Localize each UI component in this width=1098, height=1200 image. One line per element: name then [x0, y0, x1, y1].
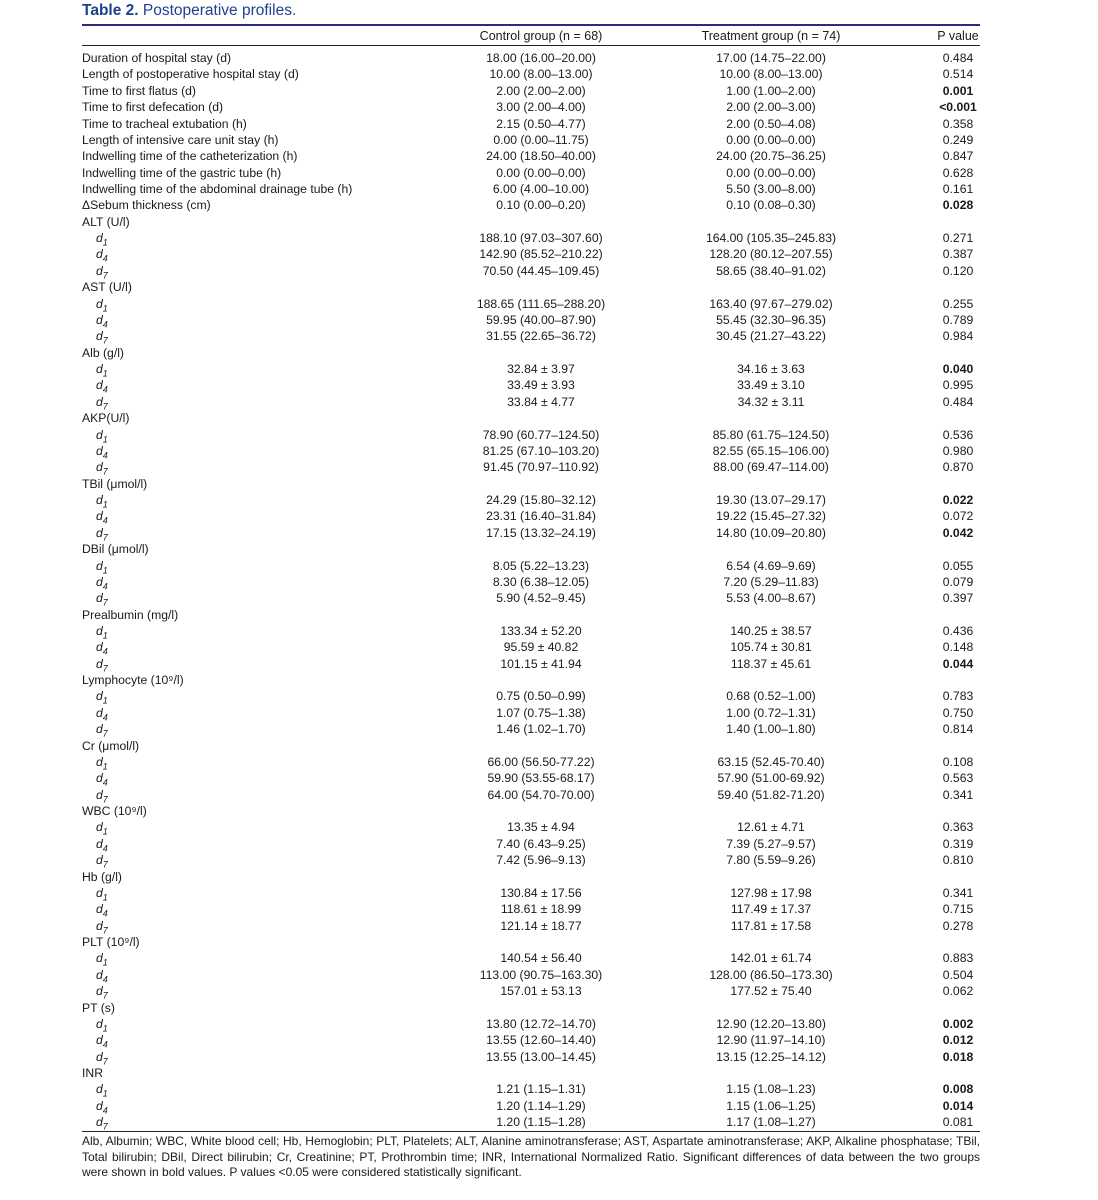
p-value: 0.789 [942, 312, 974, 327]
row-label: $d_1$ [96, 427, 108, 444]
table-row [0, 901, 1098, 917]
control-value: 157.01 ± 53.13 [500, 984, 582, 999]
p-value: 0.484 [942, 394, 974, 409]
row-label: $d_7$ [96, 263, 108, 281]
treatment-value: 34.16 ± 3.63 [737, 362, 805, 376]
row-label: Alb (g/l) [82, 345, 124, 360]
treatment-value: 140.25 ± 38.57 [730, 624, 812, 638]
row-label: Time to first flatus (d) [82, 83, 196, 98]
control-value: 33.84 ± 4.77 [507, 394, 575, 409]
p-value: 0.055 [942, 558, 974, 573]
table-group-row [0, 607, 1098, 623]
table-row [0, 852, 1098, 868]
table-row [0, 459, 1098, 475]
table-row [0, 983, 1098, 999]
row-label: $d_1$ [96, 689, 108, 706]
control-value: 24.00 (18.50–40.00) [486, 149, 596, 164]
header-treatment: Treatment group (n = 74) [701, 29, 841, 43]
treatment-value: 14.80 (10.09–20.80) [716, 525, 826, 540]
control-value: 2.15 (0.50–4.77) [496, 116, 586, 131]
p-value: 0.271 [942, 231, 974, 246]
row-label: Time to tracheal extubation (h) [82, 116, 247, 131]
treatment-value: 1.15 (1.08–1.23) [726, 1082, 816, 1097]
table-row [0, 721, 1098, 737]
control-value: 95.59 ± 40.82 [503, 640, 579, 655]
table-row [0, 165, 1098, 181]
table-row [0, 1098, 1098, 1114]
p-value: 0.062 [942, 984, 974, 999]
treatment-value: 7.80 (5.59–9.26) [726, 853, 816, 868]
row-label: $d_4$ [96, 902, 108, 919]
p-value: 0.319 [942, 836, 974, 851]
table-row [0, 148, 1098, 164]
p-value: 0.563 [942, 771, 974, 786]
row-label: $d_1$ [96, 820, 108, 837]
row-label: $d_1$ [96, 754, 108, 772]
row-label: $d_4$ [96, 1098, 108, 1116]
control-value: 32.84 ± 3.97 [507, 362, 575, 376]
p-value: 0.436 [942, 624, 974, 638]
control-value: 0.00 (0.00–0.00) [496, 165, 586, 180]
control-value: 66.00 (56.50-77.22) [487, 754, 595, 769]
treatment-value: 12.90 (11.97–14.10) [716, 1033, 826, 1048]
control-value: 1.21 (1.15–1.31) [496, 1082, 586, 1097]
treatment-value: 82.55 (65.15–106.00) [712, 443, 830, 458]
row-label: Duration of hospital stay (d) [82, 51, 232, 65]
control-value: 0.00 (0.00–11.75) [493, 132, 589, 147]
table-row [0, 197, 1098, 213]
table-row [0, 66, 1098, 82]
treatment-value: 24.00 (20.75–36.25) [716, 149, 826, 164]
table-row [0, 836, 1098, 852]
treatment-value: 177.52 ± 75.40 [730, 984, 812, 999]
treatment-value: 128.20 (80.12–207.55) [709, 247, 833, 262]
row-label: DBil (μmol/l) [82, 542, 149, 557]
table-row [0, 885, 1098, 901]
table-row [0, 1032, 1098, 1048]
table-group-row [0, 934, 1098, 950]
table-row [0, 443, 1098, 459]
table-row [0, 623, 1098, 639]
row-label: Indwelling time of the abdominal drainage tube (h) [82, 182, 353, 196]
row-label: $d_4$ [96, 312, 108, 330]
treatment-value: 5.53 (4.00–8.67) [726, 591, 816, 606]
table-row [0, 508, 1098, 524]
table-group-row [0, 214, 1098, 230]
treatment-value: 1.17 (1.08–1.27) [726, 1115, 816, 1129]
row-label: $d_7$ [96, 591, 108, 608]
table-row [0, 1114, 1098, 1130]
treatment-value: 105.74 ± 30.81 [730, 640, 812, 655]
p-value: 0.042 [942, 525, 974, 540]
treatment-value: 0.10 (0.08–0.30) [726, 198, 816, 213]
row-label: INR [82, 1065, 103, 1080]
treatment-value: 34.32 ± 3.11 [737, 394, 805, 409]
control-value: 78.90 (60.77–124.50) [482, 427, 600, 442]
bottom-rule [82, 1131, 980, 1132]
row-label: $d_4$ [96, 705, 108, 723]
p-value: 0.536 [942, 427, 974, 442]
row-label: $d_7$ [96, 460, 108, 477]
row-label: Hb (g/l) [82, 869, 122, 884]
row-label: $d_4$ [96, 247, 108, 264]
treatment-value: 7.20 (5.29–11.83) [723, 574, 819, 589]
table-row [0, 918, 1098, 934]
p-value: 0.018 [942, 1049, 974, 1064]
treatment-value: 117.49 ± 17.37 [730, 902, 812, 917]
control-value: 70.50 (44.45–109.45) [482, 263, 600, 278]
control-value: 1.07 (0.75–1.38) [496, 705, 586, 720]
p-value: 0.044 [942, 656, 974, 671]
row-label: $d_7$ [96, 853, 108, 870]
control-value: 31.55 (22.65–36.72) [486, 329, 596, 344]
control-value: 8.30 (6.38–12.05) [492, 574, 590, 589]
row-label: $d_1$ [96, 493, 108, 510]
table-row [0, 377, 1098, 393]
treatment-value: 2.00 (0.50–4.08) [726, 116, 816, 131]
table-row [0, 246, 1098, 262]
treatment-value: 0.00 (0.00–0.00) [726, 132, 816, 147]
table-group-row [0, 476, 1098, 492]
row-label: $d_4$ [96, 771, 108, 788]
control-value: 133.34 ± 52.20 [500, 624, 582, 638]
control-value: 6.00 (4.00–10.00) [492, 182, 590, 196]
row-label: Lymphocyte (10⁹/l) [82, 673, 184, 688]
control-value: 113.00 (90.75–163.30) [479, 967, 603, 982]
table-group-row [0, 279, 1098, 295]
control-value: 1.20 (1.14–1.29) [496, 1098, 586, 1113]
treatment-value: 0.68 (0.52–1.00) [726, 689, 816, 704]
p-value: 0.810 [942, 853, 974, 868]
table-group-row [0, 345, 1098, 361]
table-group-row [0, 672, 1098, 688]
table-row [0, 116, 1098, 132]
p-value: 0.081 [942, 1115, 974, 1129]
treatment-value: 2.00 (2.00–3.00) [726, 100, 816, 115]
table-row [0, 950, 1098, 966]
row-label: $d_1$ [96, 1082, 108, 1099]
p-value: 0.750 [942, 705, 974, 720]
row-label: ΔSebum thickness (cm) [82, 198, 211, 213]
row-label: $d_4$ [96, 443, 108, 461]
treatment-value: 12.90 (12.20–13.80) [716, 1016, 826, 1031]
table-row [0, 1049, 1098, 1065]
control-value: 188.10 (97.03–307.60) [479, 231, 603, 246]
p-value: 0.249 [942, 132, 974, 147]
p-value: 0.783 [942, 689, 974, 704]
p-value: 0.387 [942, 247, 974, 262]
p-value: 0.984 [942, 329, 974, 344]
control-value: 140.54 ± 56.40 [500, 951, 582, 966]
row-label: $d_1$ [96, 1016, 108, 1034]
p-value: 0.079 [942, 574, 974, 589]
table-row [0, 328, 1098, 344]
row-label: AKP(U/l) [82, 411, 130, 426]
row-label: $d_4$ [96, 967, 108, 985]
control-value: 59.95 (40.00–87.90) [486, 312, 596, 327]
treatment-value: 128.00 (86.50–173.30) [709, 967, 833, 982]
row-label: $d_7$ [96, 984, 108, 1001]
header-p-value: P value [937, 29, 979, 43]
table-row [0, 967, 1098, 983]
table-number: Table 2. [82, 2, 139, 19]
row-label: $d_4$ [96, 378, 108, 395]
control-value: 8.05 (5.22–13.23) [492, 558, 590, 573]
row-label: $d_1$ [96, 296, 108, 314]
table-row [0, 656, 1098, 672]
p-value: 0.028 [942, 198, 974, 213]
row-label: $d_7$ [96, 525, 108, 543]
table-row [0, 99, 1098, 115]
treatment-value: 164.00 (105.35–245.83) [705, 231, 837, 246]
row-label: Prealbumin (mg/l) [82, 607, 179, 622]
control-value: 188.65 (111.65–288.20) [476, 296, 606, 311]
p-value: 0.001 [942, 83, 974, 98]
row-label: Indwelling time of the catheterization (h) [82, 149, 298, 164]
row-label: ALT (U/l) [82, 214, 130, 229]
table-row [0, 230, 1098, 246]
p-value: 0.814 [942, 722, 974, 737]
treatment-value: 117.81 ± 17.58 [730, 918, 812, 933]
treatment-value: 17.00 (14.75–22.00) [716, 51, 826, 65]
row-label: Time to first defecation (d) [82, 100, 224, 115]
p-value: 0.002 [942, 1016, 974, 1031]
p-value: 0.397 [942, 591, 974, 606]
treatment-value: 13.15 (12.25–14.12) [716, 1049, 826, 1064]
treatment-value: 12.61 ± 4.71 [737, 820, 805, 835]
table-row [0, 394, 1098, 410]
control-value: 1.20 (1.15–1.28) [496, 1115, 586, 1129]
row-label: PT (s) [82, 1000, 115, 1015]
row-label: Indwelling time of the gastric tube (h) [82, 165, 282, 180]
table-row [0, 132, 1098, 148]
treatment-value: 118.37 ± 45.61 [730, 656, 812, 671]
p-value: 0.341 [942, 885, 974, 900]
row-label: $d_4$ [96, 574, 108, 592]
treatment-value: 55.45 (32.30–96.35) [716, 312, 826, 327]
table-row [0, 263, 1098, 279]
table-row [0, 83, 1098, 99]
table-group-row [0, 803, 1098, 819]
treatment-value: 142.01 ± 61.74 [730, 951, 812, 966]
p-value: 0.628 [942, 165, 974, 180]
table-row [0, 639, 1098, 655]
control-value: 91.45 (70.97–110.92) [483, 460, 599, 475]
row-label: $d_1$ [96, 885, 108, 903]
control-value: 1.46 (1.02–1.70) [496, 722, 586, 737]
table-row [0, 590, 1098, 606]
p-value: 0.363 [942, 820, 974, 835]
treatment-value: 7.39 (5.27–9.57) [726, 836, 816, 851]
control-value: 10.00 (8.00–13.00) [489, 67, 593, 82]
table-group-row [0, 541, 1098, 557]
p-value: 0.278 [942, 918, 974, 933]
control-value: 5.90 (4.52–9.45) [496, 591, 586, 606]
control-value: 13.55 (13.00–14.45) [486, 1049, 596, 1064]
control-value: 81.25 (67.10–103.20) [482, 443, 600, 458]
table-row [0, 492, 1098, 508]
row-label: $d_1$ [96, 624, 108, 641]
control-value: 2.00 (2.00–2.00) [496, 83, 586, 98]
treatment-value: 127.98 ± 17.98 [730, 885, 812, 900]
treatment-value: 5.50 (3.00–8.00) [726, 182, 816, 196]
control-value: 17.15 (13.32–24.19) [486, 525, 596, 540]
table-row [0, 574, 1098, 590]
row-label: Length of intensive care unit stay (h) [82, 132, 279, 147]
treatment-value: 1.15 (1.06–1.25) [726, 1098, 816, 1113]
p-value: 0.484 [942, 51, 974, 65]
treatment-value: 0.00 (0.00–0.00) [726, 165, 816, 180]
control-value: 121.14 ± 18.77 [500, 918, 582, 933]
treatment-value: 19.30 (13.07–29.17) [716, 493, 826, 507]
control-value: 118.61 ± 18.99 [500, 902, 582, 917]
p-value: 0.715 [942, 902, 974, 917]
p-value: 0.847 [942, 149, 974, 164]
p-value: 0.008 [942, 1082, 974, 1097]
p-value: 0.255 [942, 296, 974, 311]
treatment-value: 30.45 (21.27–43.22) [716, 329, 826, 344]
row-label: $d_7$ [96, 918, 108, 936]
table-row [0, 1081, 1098, 1097]
treatment-value: 85.80 (61.75–124.50) [712, 427, 830, 442]
treatment-value: 63.15 (52.45-70.40) [717, 754, 825, 769]
row-label: $d_4$ [96, 640, 108, 657]
control-value: 18.00 (16.00–20.00) [486, 51, 596, 65]
control-value: 130.84 ± 17.56 [500, 885, 582, 900]
treatment-value: 57.90 (51.00-69.92) [717, 771, 825, 786]
p-value: 0.358 [942, 116, 974, 131]
table-caption: Postoperative profiles. [142, 2, 297, 19]
table-row [0, 770, 1098, 786]
table-group-row [0, 1065, 1098, 1081]
treatment-value: 1.40 (1.00–1.80) [726, 722, 816, 737]
control-value: 33.49 ± 3.93 [507, 378, 575, 393]
row-label: $d_7$ [96, 722, 108, 739]
control-value: 13.55 (12.60–14.40) [486, 1033, 596, 1048]
table-row [0, 688, 1098, 704]
control-value: 13.35 ± 4.94 [507, 820, 575, 835]
table-row [0, 787, 1098, 803]
p-value: 0.995 [942, 378, 974, 393]
row-label: $d_4$ [96, 836, 108, 854]
p-value: 0.870 [942, 460, 974, 475]
row-label: Length of postoperative hospital stay (d) [82, 67, 299, 82]
row-label: $d_7$ [96, 656, 108, 674]
p-value: 0.504 [942, 967, 974, 982]
table-row [0, 50, 1098, 66]
treatment-value: 33.49 ± 3.10 [737, 378, 805, 393]
row-label: $d_7$ [96, 394, 108, 412]
row-label: $d_7$ [96, 1115, 108, 1132]
p-value: 0.148 [942, 640, 974, 655]
row-label: AST (U/l) [82, 280, 132, 295]
row-label: $d_7$ [96, 1049, 108, 1067]
treatment-value: 10.00 (8.00–13.00) [719, 67, 823, 82]
table-row [0, 312, 1098, 328]
table-group-row [0, 1000, 1098, 1016]
row-label: $d_1$ [96, 362, 108, 379]
treatment-value: 88.00 (69.47–114.00) [713, 460, 829, 475]
row-label: Cr (μmol/l) [82, 738, 140, 753]
table-row [0, 819, 1098, 835]
table-row [0, 705, 1098, 721]
table-group-row [0, 738, 1098, 754]
control-value: 0.10 (0.00–0.20) [496, 198, 586, 213]
table-row [0, 1016, 1098, 1032]
control-value: 101.15 ± 41.94 [500, 656, 582, 671]
row-label: PLT (10⁹/l) [82, 935, 140, 949]
treatment-value: 19.22 (15.45–27.32) [716, 509, 826, 524]
control-value: 23.31 (16.40–31.84) [486, 509, 596, 524]
table-row [0, 361, 1098, 377]
table-row [0, 181, 1098, 197]
treatment-value: 6.54 (4.69–9.69) [726, 558, 816, 573]
table-group-row [0, 410, 1098, 426]
row-label: $d_4$ [96, 509, 108, 526]
treatment-value: 1.00 (1.00–2.00) [726, 83, 816, 98]
treatment-value: 163.40 (97.67–279.02) [709, 296, 833, 311]
table-row [0, 558, 1098, 574]
control-value: 7.42 (5.96–9.13) [496, 853, 586, 868]
p-value: 0.022 [942, 493, 974, 507]
control-value: 24.29 (15.80–32.12) [486, 493, 596, 507]
p-value: 0.980 [942, 443, 974, 458]
table-row [0, 754, 1098, 770]
p-value: 0.514 [942, 67, 974, 82]
row-label: $d_1$ [96, 231, 108, 248]
control-value: 13.80 (12.72–14.70) [486, 1016, 596, 1031]
table-footnote: Alb, Albumin; WBC, White blood cell; Hb, Hemoglobin; PLT, Platelets; ALT, Alanine aminotransferase; AST, Aspartate aminotransferase; AKP, Alkaline phosphatase; TBil, Total bilirubin; DBil, Direct bilirubin; Cr, Creatinine; PT, Prothrombin time; INR, International Normalized Ratio. Significant differences of data between the two groups were shown in bold values. P values <0.05 were considered statistically significant. [82, 1134, 980, 1179]
treatment-value: 1.00 (0.72–1.31) [726, 705, 816, 720]
p-value: 0.040 [942, 362, 974, 376]
p-value: 0.120 [942, 263, 974, 278]
control-value: 0.75 (0.50–0.99) [496, 689, 586, 704]
treatment-value: 59.40 (51.82-71.20) [717, 787, 825, 802]
row-label: TBil (μmol/l) [82, 476, 148, 491]
p-value: 0.012 [942, 1033, 974, 1048]
table-row [0, 427, 1098, 443]
control-value: 142.90 (85.52–210.22) [479, 247, 603, 262]
control-value: 7.40 (6.43–9.25) [496, 836, 586, 851]
table-group-row [0, 869, 1098, 885]
row-label: $d_7$ [96, 787, 108, 805]
p-value: 0.014 [942, 1098, 974, 1113]
p-value: 0.072 [942, 509, 974, 524]
p-value: 0.108 [942, 754, 974, 769]
p-value: 0.341 [942, 787, 974, 802]
control-value: 64.00 (54.70-70.00) [487, 787, 595, 802]
table-row [0, 296, 1098, 312]
p-value: 0.161 [942, 182, 974, 196]
row-label: $d_1$ [96, 558, 108, 575]
row-label: $d_4$ [96, 1033, 108, 1050]
table-row [0, 525, 1098, 541]
row-label: WBC (10⁹/l) [82, 804, 147, 818]
p-value: <0.001 [939, 100, 977, 115]
control-value: 3.00 (2.00–4.00) [496, 100, 586, 115]
row-label: $d_7$ [96, 329, 108, 346]
treatment-value: 58.65 (38.40–91.02) [716, 263, 826, 278]
control-value: 59.90 (53.55-68.17) [487, 771, 595, 786]
row-label: $d_1$ [96, 951, 108, 968]
header-control: Control group (n = 68) [479, 29, 603, 43]
p-value: 0.883 [942, 951, 974, 966]
